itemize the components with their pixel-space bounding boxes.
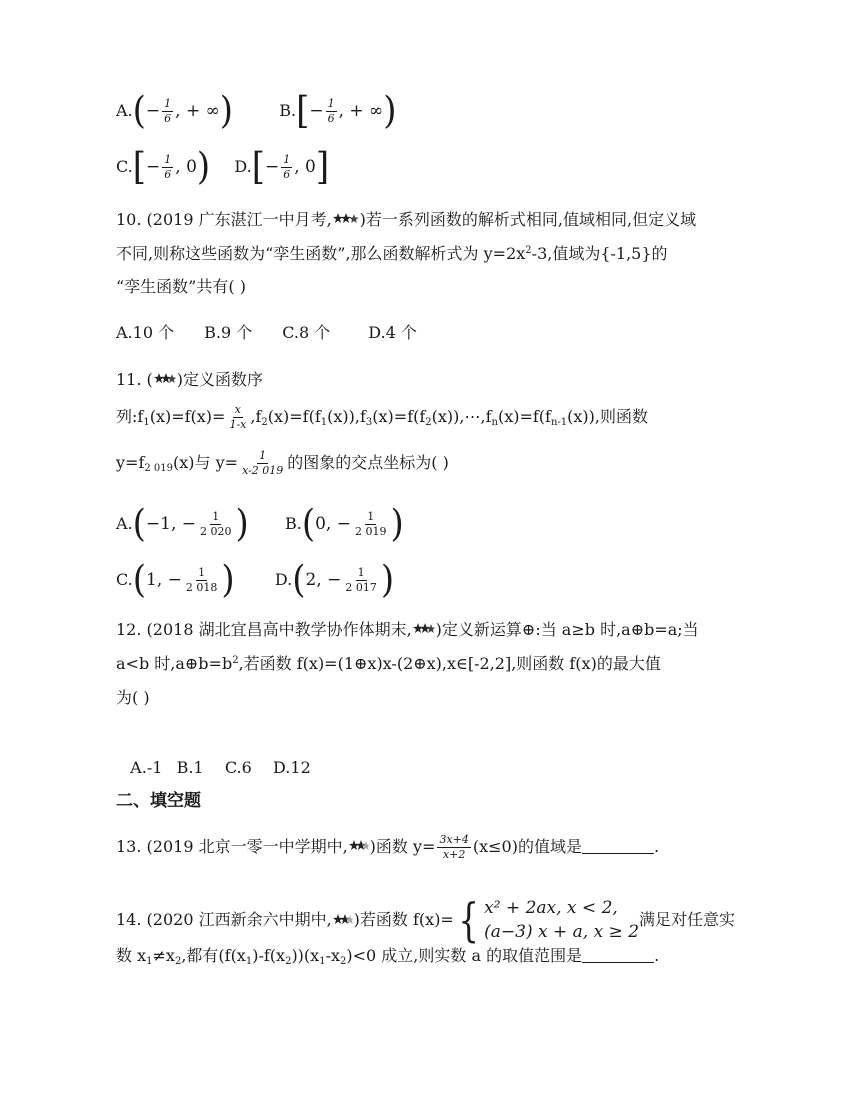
text: -x (325, 946, 340, 965)
interval-tail: , 0 (175, 157, 197, 177)
case-1: x² + 2ax, x < 2, (484, 898, 618, 918)
answer-blank[interactable] (582, 948, 654, 963)
coordinate-x: 1 (146, 570, 157, 590)
text: (x)),f (327, 407, 366, 426)
subscript: 2 019 (144, 463, 174, 474)
question-text: a<b 时,a⊕b=b (116, 654, 233, 673)
difficulty-stars-icon (349, 839, 369, 853)
q10-option-c[interactable]: C.8 个 (282, 323, 331, 342)
left-brace: { (458, 893, 479, 947)
subscript: 2 (425, 417, 432, 428)
difficulty-stars-icon (333, 913, 353, 927)
text: 数 x (116, 946, 147, 965)
option-label: D. (234, 157, 252, 176)
q12-line-1 (116, 619, 699, 641)
text: (x)与 y= (173, 453, 239, 472)
subscript: n-1 (550, 417, 568, 428)
q10-option-d[interactable]: D.4 个 (368, 323, 417, 342)
cases (484, 896, 639, 944)
answer-blank[interactable] (582, 839, 654, 854)
superscript: 2 (525, 245, 532, 256)
option-label: D. (274, 570, 293, 589)
q9-option-c[interactable] (116, 145, 211, 189)
separator: , − (325, 514, 351, 534)
subscript: 1 (245, 956, 253, 967)
question-text: )函数 y= (369, 837, 436, 856)
interval-tail: , + ∞ (338, 101, 384, 121)
text: (x)=f(x)= (149, 407, 226, 426)
text: ))(x (291, 946, 320, 965)
q14-line-2 (116, 945, 659, 967)
fraction: $\frac{x}{1-x}$ (229, 403, 247, 431)
close-paren: ) (219, 89, 234, 133)
subscript: 2 (261, 417, 268, 428)
coordinate-x: −1 (145, 514, 171, 534)
open-paren: ( (132, 558, 147, 602)
coordinate-x: 2 (305, 570, 317, 590)
q9-options-ab (116, 89, 397, 133)
question-source: 13. (2019 北京一零一中学期中, (116, 837, 348, 856)
q12-option-list[interactable]: A.-1 B.1 C.6 D.12 (130, 758, 311, 777)
q11-option-a[interactable] (116, 502, 249, 546)
difficulty-stars-icon (154, 372, 176, 386)
question-text: 为( ) (116, 688, 150, 707)
fraction: $\frac{1}{2 020}$ (200, 509, 232, 538)
close-paren: ) (380, 558, 395, 602)
q10-line-3 (116, 276, 246, 298)
subscript: 1 (143, 417, 150, 428)
subscript: 1 (319, 956, 326, 967)
q12-line-2 (116, 653, 661, 675)
q9-option-b[interactable] (279, 89, 397, 133)
q11-options-cd (116, 558, 395, 602)
close-paren: ) (196, 145, 211, 189)
question-text: )定义函数序 (176, 370, 264, 389)
open-bracket: [ (132, 145, 147, 189)
question-number: 11. ( (116, 370, 153, 389)
question-text: (x≤0)的值域是 (472, 837, 582, 856)
subscript: 1 (320, 417, 328, 428)
question-text: “孪生函数”共有( ) (116, 277, 246, 296)
close-bracket: ] (315, 145, 330, 189)
option-label: C. (116, 157, 133, 176)
q10-line-2 (116, 243, 668, 265)
subscript: 2 (285, 956, 292, 967)
close-paren: ) (221, 558, 235, 602)
open-paren: ( (132, 502, 146, 546)
difficulty-stars-icon (413, 622, 435, 636)
q10-options (116, 322, 417, 344)
subscript: 2 (174, 956, 182, 967)
minus-sign: − (145, 101, 161, 121)
minus-sign: − (146, 157, 161, 177)
text: )<0 成立,则实数 a 的取值范围是 (346, 946, 583, 965)
text: ,f (250, 407, 262, 426)
section-heading (116, 790, 201, 812)
option-label: B. (279, 101, 297, 120)
fraction: $\frac{1}{6}$ (164, 96, 172, 125)
question-text: )若一系列函数的解析式相同,值域相同,但定义域 (359, 210, 697, 229)
fraction: $\frac{1}{2 019}$ (354, 509, 387, 538)
q9-option-a[interactable] (116, 89, 234, 133)
minus-sign: − (264, 157, 280, 177)
interval-tail: , 0 (294, 157, 316, 177)
period: . (653, 837, 660, 856)
text: )-f(x (252, 946, 286, 965)
option-label: C. (116, 570, 133, 589)
text: ≠x (152, 946, 175, 965)
coordinate-x: 0 (315, 514, 326, 534)
fraction: $\frac{1}{6}$ (164, 152, 172, 181)
q10-line-1 (116, 209, 696, 231)
fraction: $\frac{1}{6}$ (327, 96, 335, 125)
fraction: $\frac{3x+4}{x+2}$ (439, 833, 469, 861)
subscript: n (491, 417, 498, 428)
fraction: $\frac{1}{2 017}$ (345, 565, 377, 594)
close-paren: ) (383, 89, 397, 133)
separator: , − (156, 570, 182, 590)
close-paren: ) (235, 502, 249, 546)
subscript: 2 (340, 956, 347, 967)
open-bracket: [ (296, 89, 310, 133)
q13-line (116, 834, 659, 861)
q11-options-ab (116, 502, 404, 546)
question-source: 12. (2018 湖北宜昌高中教学协作体期末, (116, 620, 412, 639)
text: (x)),则函数 (567, 407, 648, 426)
q11-option-c[interactable] (116, 558, 235, 602)
question-text: 不同,则称这些函数为“孪生函数”,那么函数解析式为 y=2x (116, 244, 526, 263)
separator: , − (170, 514, 197, 534)
open-paren: ( (301, 502, 316, 546)
option-label: A. (116, 101, 133, 120)
q11-option-b[interactable] (284, 502, 404, 546)
open-bracket: [ (251, 145, 265, 189)
separator: , − (316, 570, 342, 590)
open-paren: ( (292, 558, 306, 602)
q9-options-cd (116, 145, 330, 189)
section-title: 二、填空题 (116, 791, 201, 811)
open-paren: ( (132, 89, 146, 133)
q10-option-b[interactable]: B.9 个 (204, 323, 253, 342)
interval-tail: , + ∞ (175, 101, 220, 121)
q12-line-3 (116, 687, 150, 709)
question-text: ,若函数 f(x)=(1⊕x)x-(2⊕x),x∈[-2,2],则函数 f(x)的最大值 (238, 654, 661, 673)
text: (x)=f(f (372, 407, 426, 426)
question-source: 10. (2019 广东湛江一中月考, (116, 210, 332, 229)
superscript: 2 (232, 655, 239, 666)
q11-line-2 (116, 404, 648, 431)
subscript: 1 (146, 956, 153, 967)
difficulty-stars-icon (333, 212, 359, 226)
q14-line-1 (116, 893, 736, 947)
text: y=f (116, 453, 145, 472)
subscript: 3 (365, 417, 373, 428)
question-text: 满足对任意实 (639, 910, 736, 929)
close-paren: ) (390, 502, 404, 546)
text: (x)=f(f (267, 407, 321, 426)
option-label: A. (116, 514, 133, 533)
option-label: B. (284, 514, 302, 533)
text: 列:f (116, 407, 144, 426)
minus-sign: − (309, 101, 324, 121)
text: 的图象的交点坐标为( ) (287, 453, 449, 472)
question-text: -3,值域为{-1,5}的 (531, 244, 668, 263)
fraction: $\frac{1}{6}$ (283, 152, 291, 181)
question-source: 14. (2020 江西新余六中期中, (116, 910, 332, 929)
q9-option-d[interactable] (234, 145, 330, 189)
case-2: (a−3) x + a, x ≥ 2 (484, 922, 640, 942)
period: . (654, 946, 660, 965)
question-text: )定义新运算⊕:当 a≥b 时,a⊕b=a;当 (435, 620, 699, 639)
q11-option-d[interactable] (274, 558, 395, 602)
fraction: $\frac{1}{2 018}$ (185, 565, 218, 594)
q10-option-a[interactable]: A.10 个 (116, 323, 175, 342)
q11-line-1 (116, 369, 263, 391)
question-text: )若函数 f(x)= (353, 910, 454, 929)
text: ,都有(f(x (181, 946, 246, 965)
text: (x)=f(f (497, 407, 551, 426)
piecewise-function (454, 893, 640, 947)
q12-options[interactable] (116, 735, 311, 779)
fraction: $\frac{1}{x-2 019}$ (242, 449, 284, 477)
q11-line-3 (116, 450, 449, 477)
text: (x)),⋯,f (431, 407, 492, 426)
